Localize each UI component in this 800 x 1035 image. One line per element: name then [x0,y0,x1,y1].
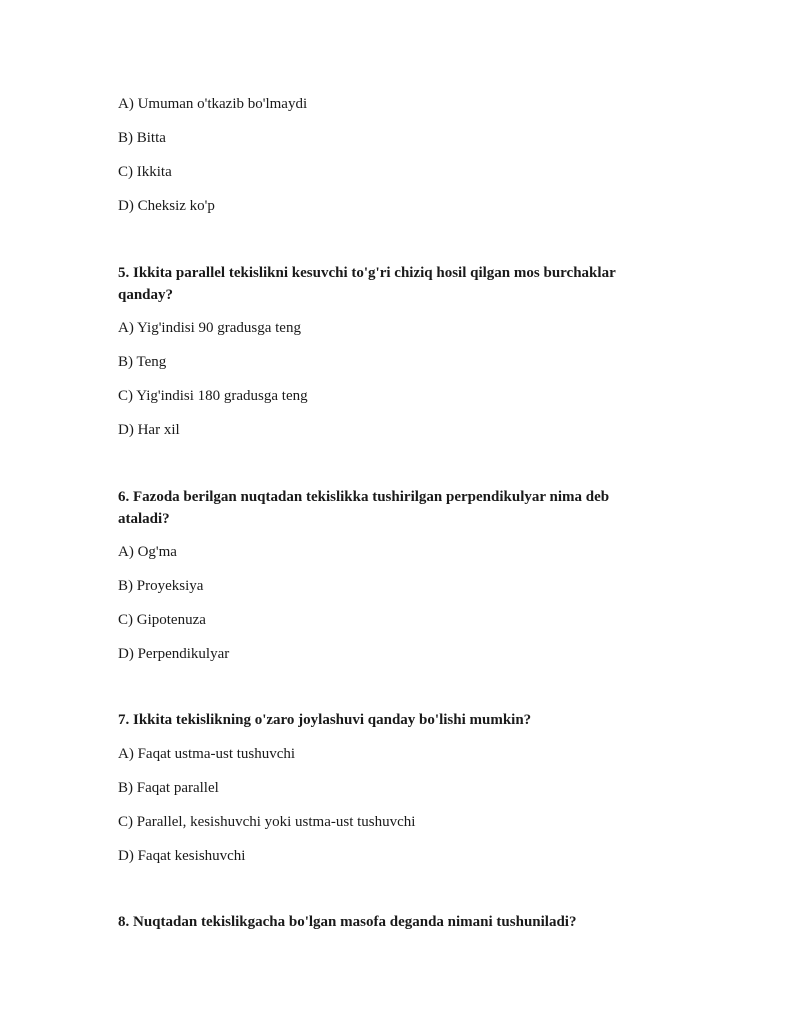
q6-option-a: A) Og'ma [118,544,177,560]
question-8-text: 8. Nuqtadan tekislikgacha bo'lgan masofa deganda nimani tushuniladi? [118,914,577,930]
prev-option-b: B) Bitta [118,130,166,146]
prev-option-c: C) Ikkita [118,164,172,180]
q7-option-b: B) Faqat parallel [118,780,219,796]
question-5-text: 5. Ikkita parallel tekislikni kesuvchi to'g'ri chiziq hosil qilgan mos burchaklar qanday? [118,265,616,303]
q6-option-d: D) Perpendikulyar [118,646,230,662]
q7-option-d: D) Faqat kesishuvchi [118,848,246,864]
q5-option-a: A) Yig'indisi 90 gradusga teng [118,320,301,336]
question-7-text: 7. Ikkita tekislikning o'zaro joylashuvi qanday bo'lishi mumkin? [118,712,532,728]
q7-option-c: C) Parallel, kesishuvchi yoki ustma-ust tushuvchi [118,814,416,830]
q6-option-b: B) Proyeksiya [118,578,204,594]
q5-option-b: B) Teng [118,354,167,370]
question-6-text: 6. Fazoda berilgan nuqtadan tekislikka tushirilgan perpendikulyar nima deb ataladi? [118,489,610,527]
q5-option-d: D) Har xil [118,422,180,438]
q5-option-c: C) Yig'indisi 180 gradusga teng [118,388,308,404]
prev-option-d: D) Cheksiz ko'p [118,198,215,214]
q6-option-c: C) Gipotenuza [118,612,206,628]
q7-option-a: A) Faqat ustma-ust tushuvchi [118,746,296,762]
prev-option-a: A) Umuman o'tkazib bo'lmaydi [118,96,308,112]
